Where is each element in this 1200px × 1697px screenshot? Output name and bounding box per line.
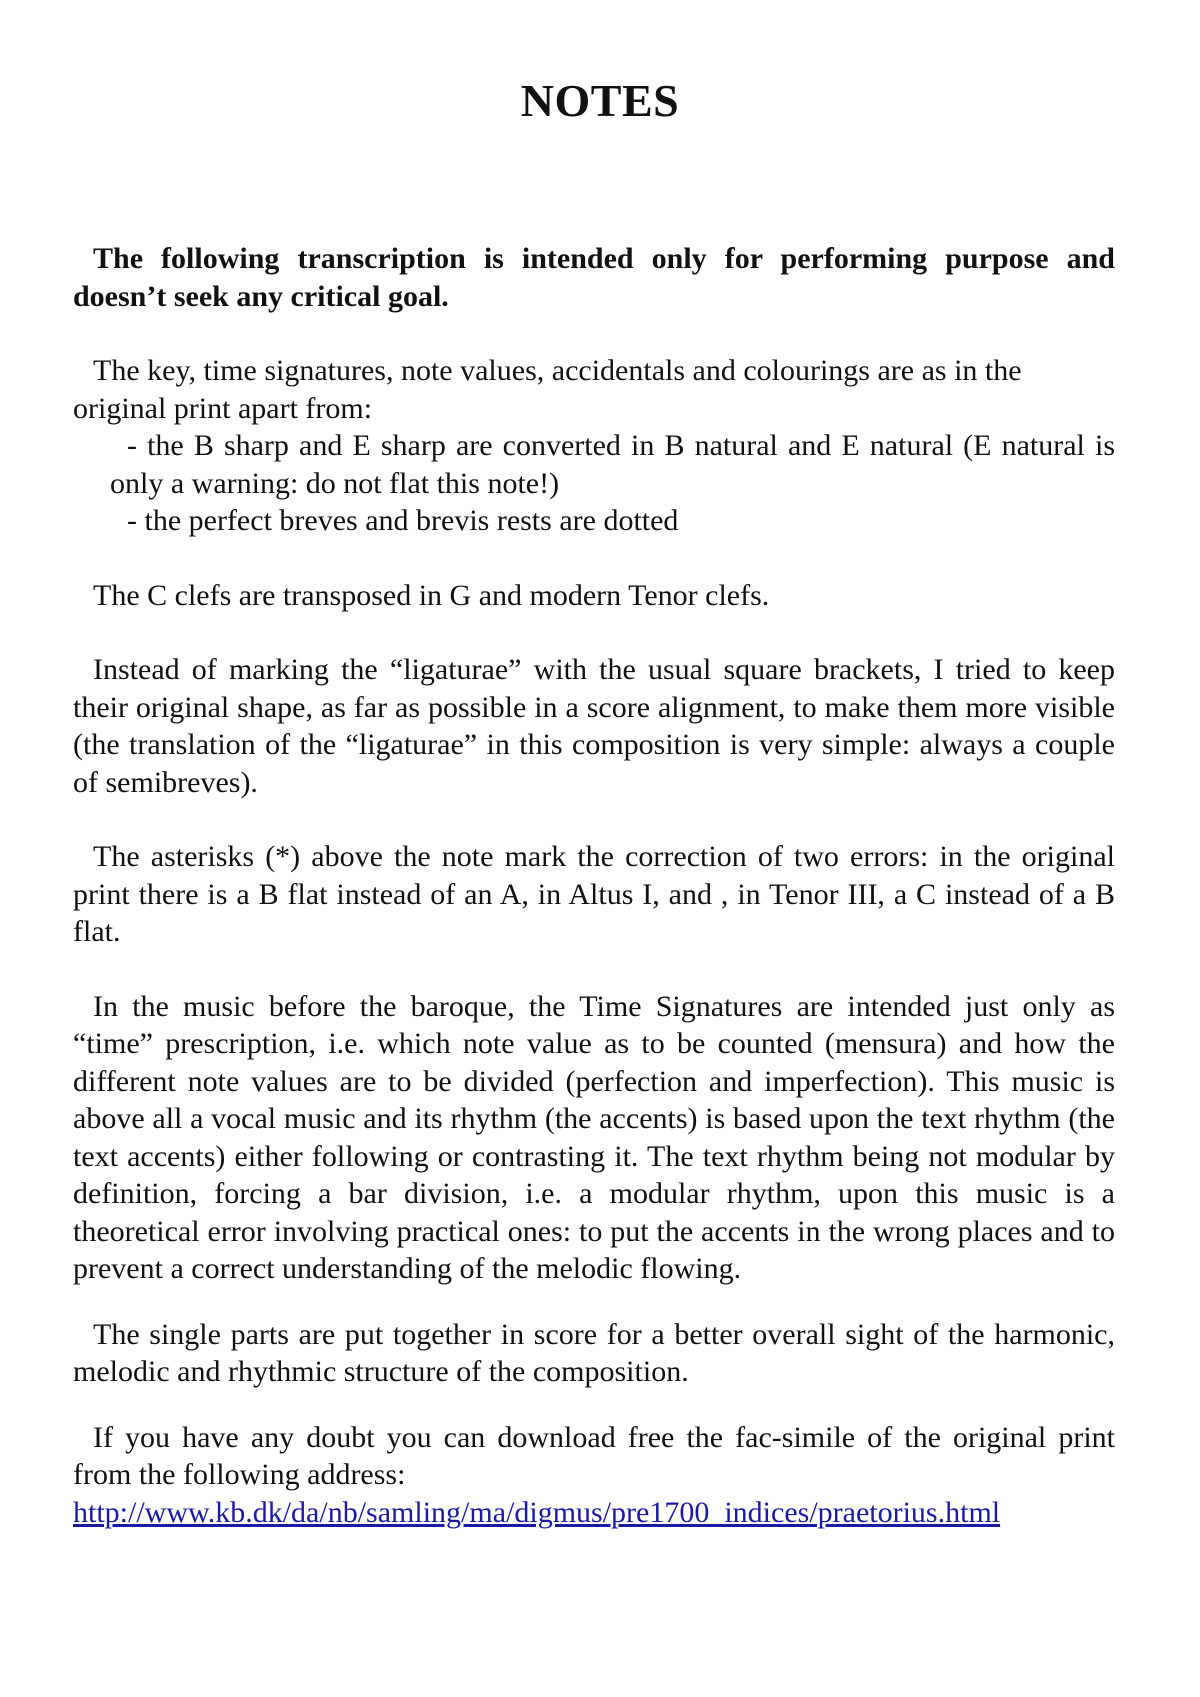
score-paragraph: The single parts are put together in score for a better overall sight of the harmonic, melodic and rhythmic structure of the composition. bbox=[73, 1317, 1115, 1388]
exception-item-breves: - the perfect breves and brevis rests are dotted bbox=[127, 504, 679, 537]
key-paragraph: The key, time signatures, note values, accidentals and colourings are as in the original print apart from: bbox=[73, 354, 1022, 425]
asterisks-paragraph: The asterisks (*) above the note mark the correction of two errors: in the original print there is a B flat instead of an A, in Altus I, and , in Tenor III, a C instead of a B flat. bbox=[73, 840, 1115, 948]
notes-body bbox=[73, 240, 1115, 1531]
time-signatures-paragraph: In the music before the baroque, the Time Signatures are intended just only as “time” prescription, i.e. which note value as to be counted (mensura) and how the different note values are to be divided (perfection and imperfection). This music is above all a vocal music and its rhythm (the accents) is based upon the text rhythm (the text accents) either following or contrasting it. The text rhythm being not modular by definition, forcing a bar division, i.e. a modular rhythm, upon this music is a theoretical error involving practical ones: to put the accents in the wrong places and to prevent a correct understanding of the melodic flowing. bbox=[73, 989, 1115, 1285]
page-title: NOTES bbox=[520, 75, 680, 126]
ligaturae-paragraph: Instead of marking the “ligaturae” with the usual square brackets, I tried to keep their original shape, as far as possible in a score alignment, to make them more visible (the translation of the “ligaturae” in this composition is very simple: always a couple of semibreves). bbox=[73, 653, 1115, 799]
exceptions-list bbox=[73, 427, 1115, 540]
facsimile-link[interactable]: http://www.kb.dk/da/nb/samling/ma/digmus/pre1700_indices/praetorius.html bbox=[73, 1495, 1001, 1529]
intro-paragraph: The following transcription is intended only for performing purpose and doesn’t seek any critical goal. bbox=[73, 242, 1115, 313]
exception-item-sharps: - the B sharp and E sharp are converted in B natural and E natural (E natural is only a warning: do not flat this note!) bbox=[110, 429, 1115, 500]
clefs-paragraph: The C clefs are transposed in G and modern Tenor clefs. bbox=[93, 578, 770, 612]
doubt-paragraph: If you have any doubt you can download free the fac-simile of the original print from the following address: bbox=[73, 1420, 1115, 1491]
